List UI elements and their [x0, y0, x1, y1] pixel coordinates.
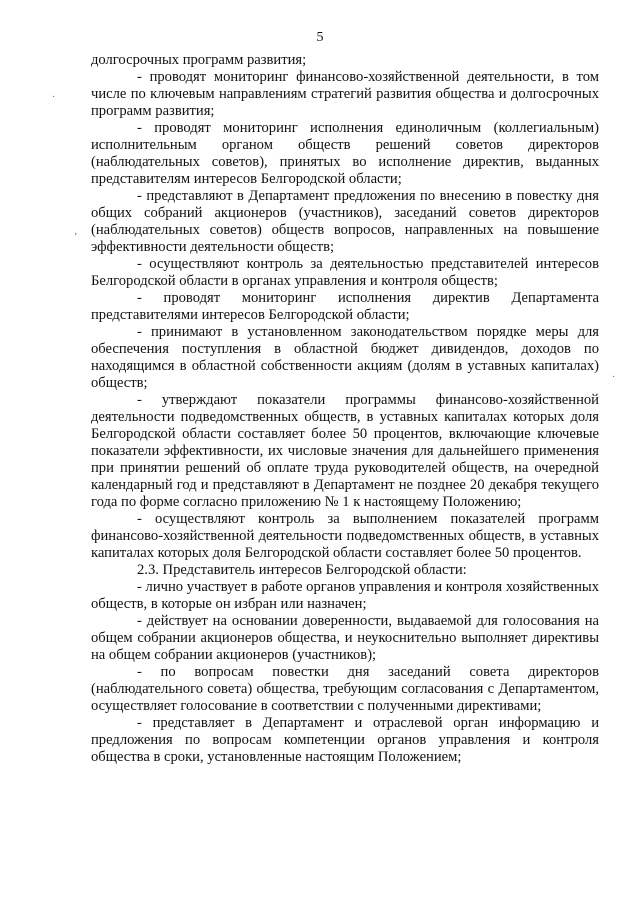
section-heading: 2.3. Представитель интересов Белгородской области: — [137, 562, 467, 578]
paragraph: - проводят мониторинг финансово-хозяйственной деятельности, в том числе по ключевым направлениям стратегий развития общества и долгосрочных программ развития; — [91, 69, 599, 119]
paragraph: - по вопросам повестки дня заседаний совета директоров (наблюдательного совета) общества, требующим согласования с Департаментом, осуществляет голосование в соответствии с полученными директивами; — [91, 664, 599, 714]
paragraph: - действует на основании доверенности, выдаваемой для голосования на общем собрании акционеров общества, и неукоснительно выполняет директивы на общем собрании акционеров (участников); — [91, 613, 599, 663]
paragraph: - представляет в Департамент и отраслевой орган информацию и предложения по вопросам компетенции органов управления и контроля общества в сроки, установленные настоящим Положением; — [91, 715, 599, 765]
paragraph: - проводят мониторинг исполнения директив Департамента представителями интересов Белгородской области; — [91, 290, 599, 323]
paragraph: - осуществляют контроль за выполнением показателей программ финансово-хозяйственной деятельности подведомственных обществ, в уставных капиталах которых доля Белгородской области составляет более 50 процентов. — [91, 511, 599, 561]
paragraph: - принимают в установленном законодательством порядке меры для обеспечения поступления в областной бюджет дивидендов, доходов по находящимся в областной собственности акциям (долям в уставных капиталах) обществ; — [91, 324, 599, 391]
scan-speck: · — [52, 92, 56, 103]
paragraph: - осуществляют контроль за деятельностью представителей интересов Белгородской области в органах управления и контроля обществ; — [91, 256, 599, 289]
paragraph: - представляют в Департамент предложения по внесению в повестку дня общих собраний акционеров (участников), заседаний советов директоров (наблюдательных советов) обществ вопросов, направленных на повышение эффективности деятельности обществ; — [91, 188, 599, 255]
document-body — [91, 52, 599, 766]
paragraph: долгосрочных программ развития; — [91, 52, 307, 68]
paragraph: - утверждают показатели программы финансово-хозяйственной деятельности подведомственных обществ, в уставных капиталах которых доля Белгородской области составляет более 50 процентов, включающие ключевые показатели эффективности, их числовые значения для дальнейшего применения при принятии решений об оплате труда руководителей обществ, на очередной календарный год и представляют в Департамент не позднее 20 декабря текущего года по форме согласно приложению № 1 к настоящему Положению; — [91, 392, 599, 510]
page-number: 5 — [316, 30, 324, 45]
paragraph: - лично участвует в работе органов управления и контроля хозяйственных обществ, в которые он избран или назначен; — [91, 579, 599, 612]
scan-speck: ʼ — [74, 232, 78, 243]
paragraph: - проводят мониторинг исполнения единоличным (коллегиальным) исполнительным органом обществ решений советов директоров (наблюдательных советов), принятых во исполнение директив, выданных представителям интересов Белгородской области; — [91, 120, 599, 187]
scan-speck: · — [612, 372, 616, 383]
